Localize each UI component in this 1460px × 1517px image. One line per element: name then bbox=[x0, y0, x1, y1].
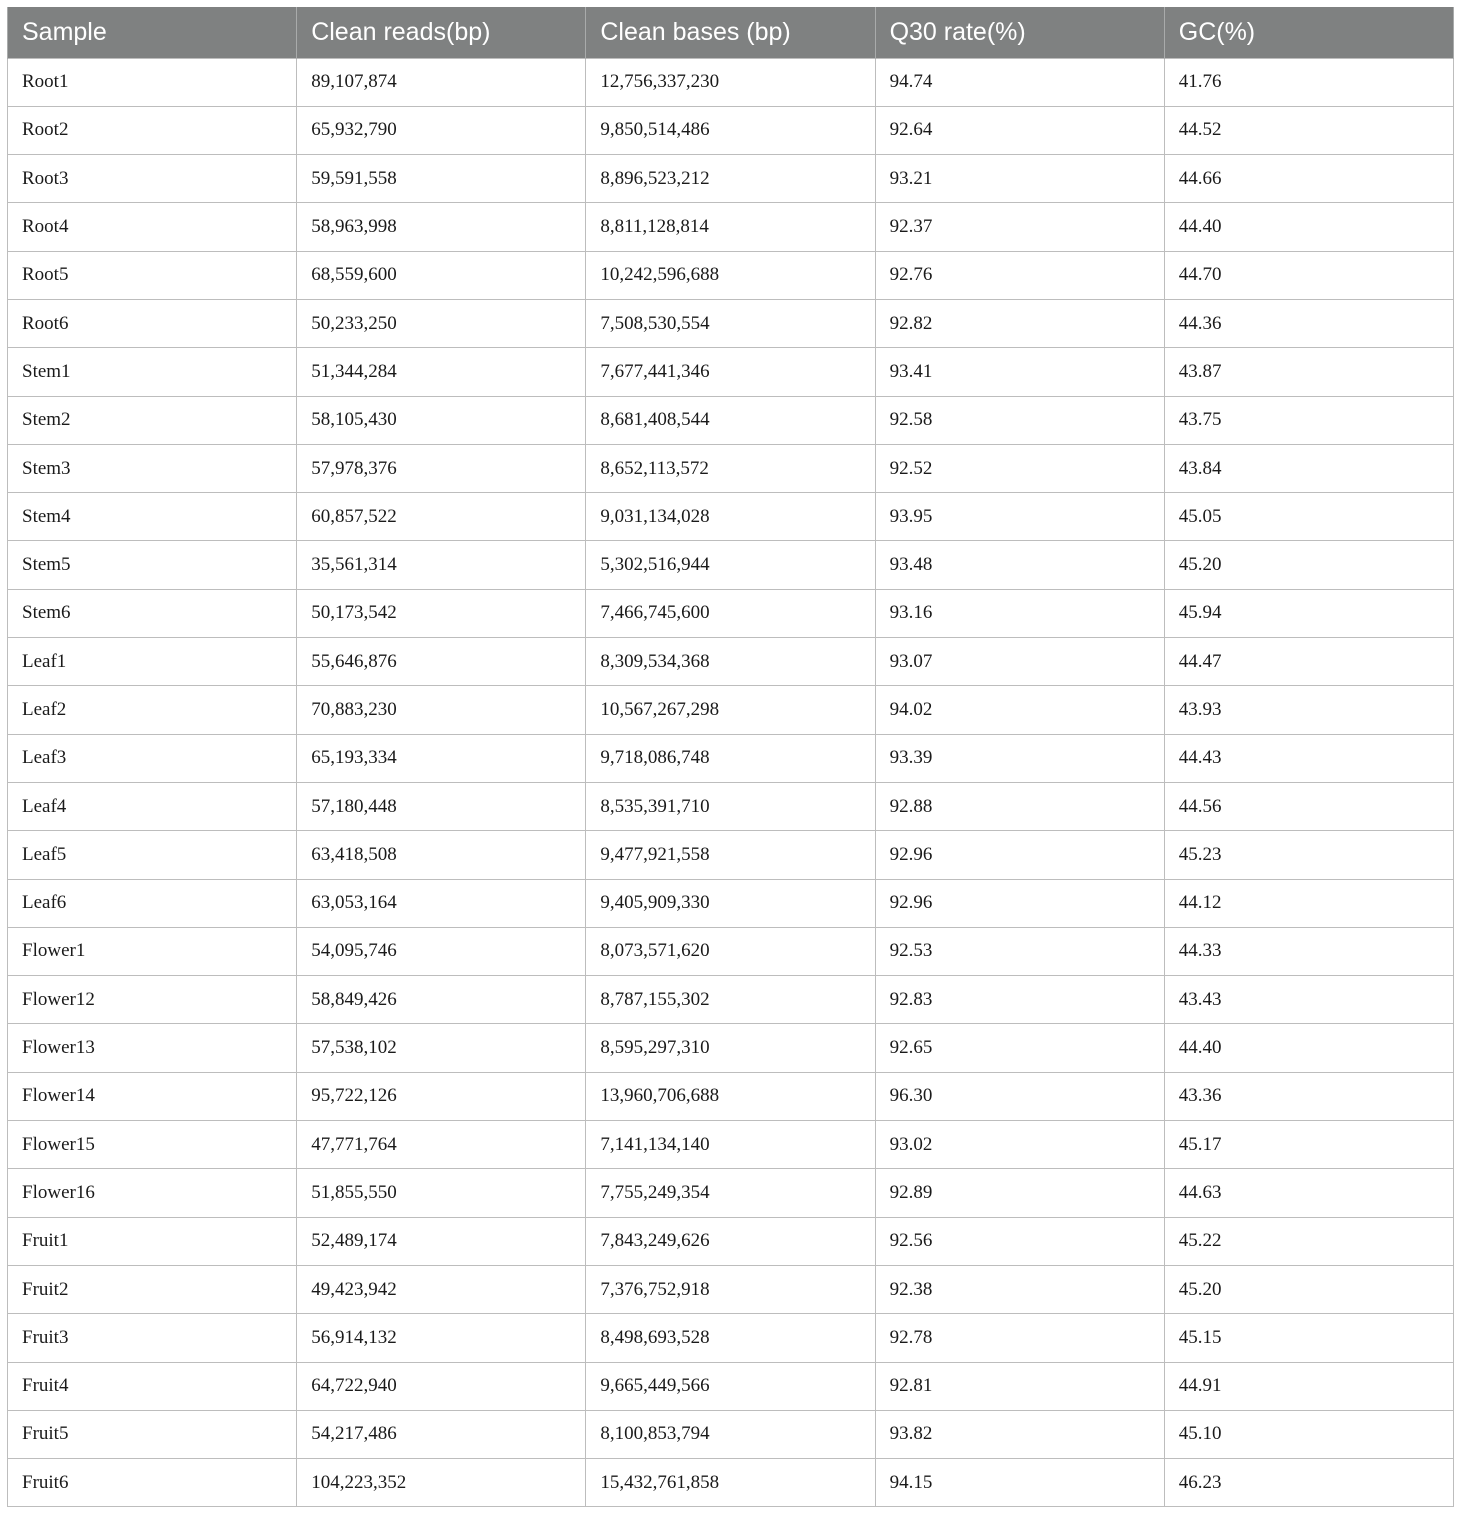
cell-sample: Leaf4 bbox=[8, 782, 297, 830]
cell-clean-reads: 50,173,542 bbox=[297, 589, 586, 637]
cell-clean-bases: 8,811,128,814 bbox=[586, 203, 875, 251]
cell-gc: 45.22 bbox=[1164, 1217, 1453, 1265]
cell-sample: Leaf5 bbox=[8, 831, 297, 879]
table-row bbox=[8, 734, 1454, 782]
cell-sample: Stem1 bbox=[8, 348, 297, 396]
cell-clean-reads: 52,489,174 bbox=[297, 1217, 586, 1265]
cell-sample: Stem6 bbox=[8, 589, 297, 637]
header-gc: GC(%) bbox=[1164, 7, 1453, 58]
cell-q30-rate: 92.76 bbox=[875, 251, 1164, 299]
cell-gc: 45.94 bbox=[1164, 589, 1453, 637]
cell-sample: Flower15 bbox=[8, 1121, 297, 1169]
cell-gc: 41.76 bbox=[1164, 58, 1453, 106]
cell-sample: Root2 bbox=[8, 106, 297, 154]
header-clean-bases: Clean bases (bp) bbox=[586, 7, 875, 58]
cell-gc: 44.40 bbox=[1164, 203, 1453, 251]
cell-gc: 44.91 bbox=[1164, 1362, 1453, 1410]
cell-q30-rate: 92.96 bbox=[875, 831, 1164, 879]
cell-clean-bases: 8,498,693,528 bbox=[586, 1314, 875, 1362]
cell-sample: Leaf6 bbox=[8, 879, 297, 927]
cell-sample: Flower16 bbox=[8, 1169, 297, 1217]
cell-q30-rate: 92.96 bbox=[875, 879, 1164, 927]
cell-clean-bases: 7,755,249,354 bbox=[586, 1169, 875, 1217]
cell-q30-rate: 93.16 bbox=[875, 589, 1164, 637]
cell-clean-reads: 54,095,746 bbox=[297, 927, 586, 975]
cell-clean-reads: 59,591,558 bbox=[297, 155, 586, 203]
table-row bbox=[8, 1314, 1454, 1362]
cell-clean-bases: 8,073,571,620 bbox=[586, 927, 875, 975]
cell-q30-rate: 92.82 bbox=[875, 299, 1164, 347]
cell-gc: 45.05 bbox=[1164, 493, 1453, 541]
cell-clean-reads: 57,538,102 bbox=[297, 1024, 586, 1072]
cell-gc: 45.17 bbox=[1164, 1121, 1453, 1169]
cell-clean-reads: 50,233,250 bbox=[297, 299, 586, 347]
cell-clean-bases: 7,141,134,140 bbox=[586, 1121, 875, 1169]
cell-gc: 45.23 bbox=[1164, 831, 1453, 879]
cell-q30-rate: 92.78 bbox=[875, 1314, 1164, 1362]
cell-sample: Fruit4 bbox=[8, 1362, 297, 1410]
table-row bbox=[8, 1217, 1454, 1265]
data-table-container bbox=[7, 7, 1453, 1507]
cell-clean-bases: 8,787,155,302 bbox=[586, 976, 875, 1024]
cell-clean-reads: 63,418,508 bbox=[297, 831, 586, 879]
cell-gc: 45.15 bbox=[1164, 1314, 1453, 1362]
table-row bbox=[8, 1121, 1454, 1169]
sequencing-stats-table bbox=[7, 7, 1454, 1507]
table-row bbox=[8, 1362, 1454, 1410]
cell-sample: Stem2 bbox=[8, 396, 297, 444]
cell-gc: 44.36 bbox=[1164, 299, 1453, 347]
cell-sample: Flower14 bbox=[8, 1072, 297, 1120]
table-row bbox=[8, 1169, 1454, 1217]
cell-clean-reads: 58,105,430 bbox=[297, 396, 586, 444]
cell-clean-reads: 68,559,600 bbox=[297, 251, 586, 299]
cell-gc: 44.66 bbox=[1164, 155, 1453, 203]
cell-gc: 43.75 bbox=[1164, 396, 1453, 444]
table-row bbox=[8, 1072, 1454, 1120]
cell-clean-reads: 63,053,164 bbox=[297, 879, 586, 927]
cell-q30-rate: 92.89 bbox=[875, 1169, 1164, 1217]
header-sample: Sample bbox=[8, 7, 297, 58]
cell-q30-rate: 92.56 bbox=[875, 1217, 1164, 1265]
cell-clean-reads: 65,193,334 bbox=[297, 734, 586, 782]
cell-q30-rate: 94.15 bbox=[875, 1459, 1164, 1507]
cell-gc: 45.20 bbox=[1164, 1265, 1453, 1313]
cell-gc: 44.33 bbox=[1164, 927, 1453, 975]
cell-gc: 44.40 bbox=[1164, 1024, 1453, 1072]
cell-sample: Root6 bbox=[8, 299, 297, 347]
table-row bbox=[8, 686, 1454, 734]
cell-sample: Flower1 bbox=[8, 927, 297, 975]
cell-q30-rate: 93.02 bbox=[875, 1121, 1164, 1169]
cell-clean-bases: 9,850,514,486 bbox=[586, 106, 875, 154]
cell-clean-bases: 8,535,391,710 bbox=[586, 782, 875, 830]
cell-gc: 44.63 bbox=[1164, 1169, 1453, 1217]
table-row bbox=[8, 927, 1454, 975]
cell-clean-reads: 35,561,314 bbox=[297, 541, 586, 589]
cell-q30-rate: 93.41 bbox=[875, 348, 1164, 396]
cell-clean-bases: 5,302,516,944 bbox=[586, 541, 875, 589]
cell-gc: 45.20 bbox=[1164, 541, 1453, 589]
cell-clean-bases: 9,405,909,330 bbox=[586, 879, 875, 927]
cell-clean-bases: 8,309,534,368 bbox=[586, 638, 875, 686]
cell-sample: Root3 bbox=[8, 155, 297, 203]
cell-sample: Fruit5 bbox=[8, 1410, 297, 1458]
cell-q30-rate: 93.82 bbox=[875, 1410, 1164, 1458]
table-row bbox=[8, 493, 1454, 541]
table-body bbox=[8, 58, 1454, 1507]
cell-gc: 43.36 bbox=[1164, 1072, 1453, 1120]
cell-sample: Fruit2 bbox=[8, 1265, 297, 1313]
table-row bbox=[8, 348, 1454, 396]
cell-clean-reads: 65,932,790 bbox=[297, 106, 586, 154]
cell-clean-reads: 57,180,448 bbox=[297, 782, 586, 830]
table-row bbox=[8, 106, 1454, 154]
cell-sample: Root1 bbox=[8, 58, 297, 106]
cell-clean-bases: 8,652,113,572 bbox=[586, 444, 875, 492]
cell-q30-rate: 93.07 bbox=[875, 638, 1164, 686]
table-row bbox=[8, 1024, 1454, 1072]
cell-sample: Flower13 bbox=[8, 1024, 297, 1072]
cell-sample: Flower12 bbox=[8, 976, 297, 1024]
cell-sample: Fruit3 bbox=[8, 1314, 297, 1362]
cell-clean-bases: 9,477,921,558 bbox=[586, 831, 875, 879]
cell-clean-bases: 7,677,441,346 bbox=[586, 348, 875, 396]
cell-gc: 46.23 bbox=[1164, 1459, 1453, 1507]
table-row bbox=[8, 444, 1454, 492]
cell-sample: Stem5 bbox=[8, 541, 297, 589]
cell-clean-bases: 7,466,745,600 bbox=[586, 589, 875, 637]
cell-clean-reads: 58,963,998 bbox=[297, 203, 586, 251]
cell-gc: 44.12 bbox=[1164, 879, 1453, 927]
cell-clean-bases: 10,242,596,688 bbox=[586, 251, 875, 299]
cell-clean-reads: 55,646,876 bbox=[297, 638, 586, 686]
cell-clean-reads: 51,855,550 bbox=[297, 1169, 586, 1217]
table-row bbox=[8, 155, 1454, 203]
cell-q30-rate: 92.38 bbox=[875, 1265, 1164, 1313]
cell-q30-rate: 92.64 bbox=[875, 106, 1164, 154]
cell-q30-rate: 92.65 bbox=[875, 1024, 1164, 1072]
table-row bbox=[8, 1410, 1454, 1458]
cell-gc: 44.47 bbox=[1164, 638, 1453, 686]
table-row bbox=[8, 299, 1454, 347]
cell-clean-bases: 7,508,530,554 bbox=[586, 299, 875, 347]
cell-clean-bases: 13,960,706,688 bbox=[586, 1072, 875, 1120]
table-row bbox=[8, 976, 1454, 1024]
cell-sample: Fruit6 bbox=[8, 1459, 297, 1507]
table-row bbox=[8, 638, 1454, 686]
table-row bbox=[8, 831, 1454, 879]
cell-sample: Leaf2 bbox=[8, 686, 297, 734]
cell-gc: 43.84 bbox=[1164, 444, 1453, 492]
cell-q30-rate: 92.52 bbox=[875, 444, 1164, 492]
cell-clean-reads: 51,344,284 bbox=[297, 348, 586, 396]
cell-q30-rate: 92.53 bbox=[875, 927, 1164, 975]
cell-gc: 44.43 bbox=[1164, 734, 1453, 782]
cell-clean-bases: 8,896,523,212 bbox=[586, 155, 875, 203]
cell-gc: 43.43 bbox=[1164, 976, 1453, 1024]
cell-q30-rate: 93.48 bbox=[875, 541, 1164, 589]
cell-gc: 45.10 bbox=[1164, 1410, 1453, 1458]
cell-clean-reads: 60,857,522 bbox=[297, 493, 586, 541]
cell-gc: 43.87 bbox=[1164, 348, 1453, 396]
cell-clean-bases: 15,432,761,858 bbox=[586, 1459, 875, 1507]
cell-gc: 44.52 bbox=[1164, 106, 1453, 154]
cell-sample: Stem4 bbox=[8, 493, 297, 541]
cell-clean-reads: 70,883,230 bbox=[297, 686, 586, 734]
cell-gc: 44.70 bbox=[1164, 251, 1453, 299]
cell-q30-rate: 94.02 bbox=[875, 686, 1164, 734]
cell-clean-reads: 104,223,352 bbox=[297, 1459, 586, 1507]
cell-sample: Leaf3 bbox=[8, 734, 297, 782]
cell-clean-reads: 54,217,486 bbox=[297, 1410, 586, 1458]
cell-clean-reads: 89,107,874 bbox=[297, 58, 586, 106]
cell-clean-bases: 7,843,249,626 bbox=[586, 1217, 875, 1265]
cell-clean-bases: 9,665,449,566 bbox=[586, 1362, 875, 1410]
cell-q30-rate: 94.74 bbox=[875, 58, 1164, 106]
table-row bbox=[8, 251, 1454, 299]
cell-sample: Root5 bbox=[8, 251, 297, 299]
cell-clean-bases: 8,681,408,544 bbox=[586, 396, 875, 444]
table-row bbox=[8, 1265, 1454, 1313]
cell-sample: Leaf1 bbox=[8, 638, 297, 686]
cell-sample: Root4 bbox=[8, 203, 297, 251]
cell-q30-rate: 96.30 bbox=[875, 1072, 1164, 1120]
cell-q30-rate: 92.81 bbox=[875, 1362, 1164, 1410]
header-clean-reads: Clean reads(bp) bbox=[297, 7, 586, 58]
cell-clean-reads: 64,722,940 bbox=[297, 1362, 586, 1410]
table-row bbox=[8, 879, 1454, 927]
table-row bbox=[8, 58, 1454, 106]
header-q30-rate: Q30 rate(%) bbox=[875, 7, 1164, 58]
cell-clean-bases: 9,031,134,028 bbox=[586, 493, 875, 541]
table-row bbox=[8, 396, 1454, 444]
table-row bbox=[8, 1459, 1454, 1507]
cell-q30-rate: 93.39 bbox=[875, 734, 1164, 782]
cell-q30-rate: 92.83 bbox=[875, 976, 1164, 1024]
cell-q30-rate: 92.58 bbox=[875, 396, 1164, 444]
cell-clean-reads: 47,771,764 bbox=[297, 1121, 586, 1169]
cell-q30-rate: 92.37 bbox=[875, 203, 1164, 251]
table-row bbox=[8, 782, 1454, 830]
table-row bbox=[8, 203, 1454, 251]
cell-clean-bases: 8,100,853,794 bbox=[586, 1410, 875, 1458]
cell-q30-rate: 93.21 bbox=[875, 155, 1164, 203]
table-header-row bbox=[8, 7, 1454, 58]
cell-clean-bases: 10,567,267,298 bbox=[586, 686, 875, 734]
table-row bbox=[8, 589, 1454, 637]
cell-gc: 43.93 bbox=[1164, 686, 1453, 734]
cell-q30-rate: 92.88 bbox=[875, 782, 1164, 830]
cell-clean-reads: 57,978,376 bbox=[297, 444, 586, 492]
cell-clean-bases: 7,376,752,918 bbox=[586, 1265, 875, 1313]
cell-sample: Fruit1 bbox=[8, 1217, 297, 1265]
table-row bbox=[8, 541, 1454, 589]
cell-clean-reads: 49,423,942 bbox=[297, 1265, 586, 1313]
cell-clean-reads: 58,849,426 bbox=[297, 976, 586, 1024]
cell-clean-reads: 56,914,132 bbox=[297, 1314, 586, 1362]
cell-q30-rate: 93.95 bbox=[875, 493, 1164, 541]
cell-clean-reads: 95,722,126 bbox=[297, 1072, 586, 1120]
cell-clean-bases: 8,595,297,310 bbox=[586, 1024, 875, 1072]
cell-clean-bases: 12,756,337,230 bbox=[586, 58, 875, 106]
cell-sample: Stem3 bbox=[8, 444, 297, 492]
cell-gc: 44.56 bbox=[1164, 782, 1453, 830]
cell-clean-bases: 9,718,086,748 bbox=[586, 734, 875, 782]
